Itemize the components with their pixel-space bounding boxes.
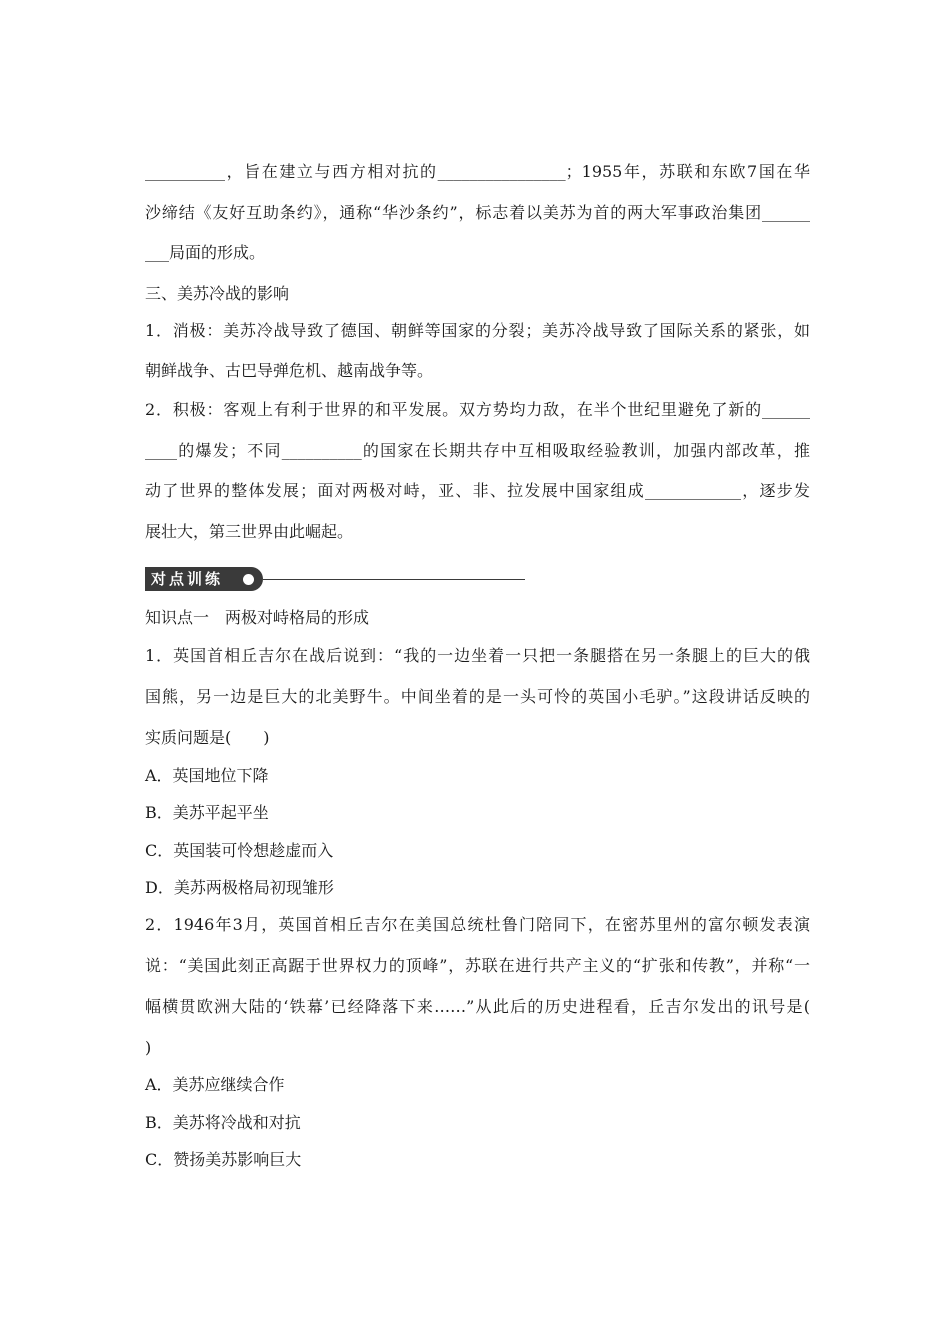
option-a: A．美苏应继续合作 xyxy=(145,1075,285,1094)
question-2-text: 2．1946年3月，英国首相丘吉尔在美国总统杜鲁门陪同下，在密苏里州的富尔顿发表演 xyxy=(145,915,810,934)
question-2-text: ) xyxy=(145,1038,152,1057)
question-2-text: 说：“美国此刻正高踞于世界权力的顶峰”，苏联在进行共产主义的“扩张和传教”，并称“一 xyxy=(145,956,810,975)
text-line: 2．积极：客观上有利于世界的和平发展。双方势均力敌，在半个世纪里避免了新的______ xyxy=(145,400,810,419)
section-tag xyxy=(145,567,263,591)
text-line: 1．消极：美苏冷战导致了德国、朝鲜等国家的分裂；美苏冷战导致了国际关系的紧张，如 xyxy=(145,321,810,340)
text-line: ____的爆发；不同__________的国家在长期共存中互相吸取经验教训，加强内部改革，推 xyxy=(145,441,810,460)
section-banner xyxy=(145,566,525,592)
section-divider xyxy=(263,579,525,580)
text-line: 动了世界的整体发展；面对两极对峙，亚、非、拉发展中国家组成____________，逐步发 xyxy=(145,481,810,500)
option-c: C．英国装可怜想趁虚而入 xyxy=(145,841,334,860)
text-line: ___局面的形成。 xyxy=(145,243,266,262)
option-d: D．美苏两极格局初现雏形 xyxy=(145,878,334,897)
option-c: C．赞扬美苏影响巨大 xyxy=(145,1150,302,1169)
text-line: 展壮大，第三世界由此崛起。 xyxy=(145,522,354,541)
question-2-text: 幅横贯欧洲大陆的‘铁幕’已经降落下来……”从此后的历史进程看，丘吉尔发出的讯号是( xyxy=(145,997,810,1016)
section-heading: 三、美苏冷战的影响 xyxy=(145,284,290,303)
section-title: 对点训练 xyxy=(151,570,224,588)
text-line: 朝鲜战争、古巴导弹危机、越南战争等。 xyxy=(145,361,434,380)
question-1-text: 实质问题是( ) xyxy=(145,728,270,747)
question-1-text: 1．英国首相丘吉尔在战后说到：“我的一边坐着一只把一条腿搭在另一条腿上的巨大的俄 xyxy=(145,646,810,665)
subsection-heading: 知识点一 两极对峙格局的形成 xyxy=(145,608,370,627)
bullet-dot-icon xyxy=(243,574,254,585)
option-a: A．英国地位下降 xyxy=(145,766,269,785)
text-line: __________，旨在建立与西方相对抗的________________；1955年，苏联和东欧7国在华 xyxy=(145,162,810,181)
question-1-text: 国熊，另一边是巨大的北美野牛。中间坐着的是一头可怜的英国小毛驴。”这段讲话反映的 xyxy=(145,687,810,706)
option-b: B．美苏平起平坐 xyxy=(145,803,269,822)
option-b: B．美苏将冷战和对抗 xyxy=(145,1113,301,1132)
text-line: 沙缔结《友好互助条约》，通称“华沙条约”，标志着以美苏为首的两大军事政治集团______ xyxy=(145,203,810,222)
